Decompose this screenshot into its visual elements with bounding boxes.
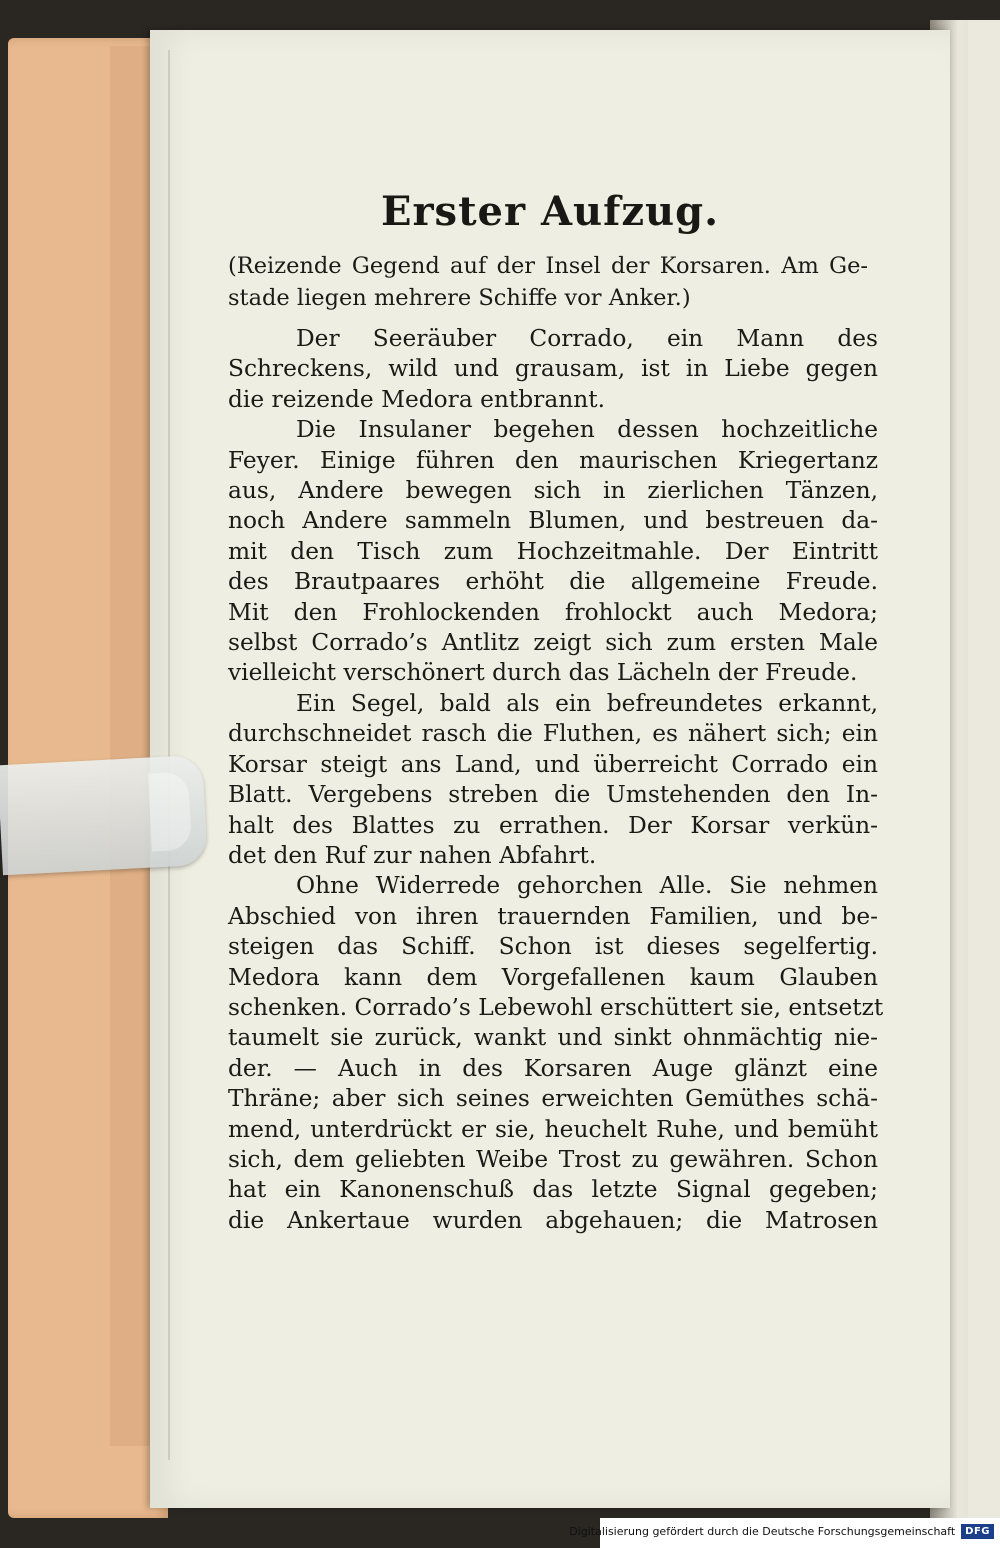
body-text-line: sich, dem geliebten Weibe Trost zu gewähren. Schon bbox=[228, 1145, 878, 1173]
body-text-line: aus, Andere bewegen sich in zierlichen Tänzen, bbox=[228, 477, 878, 505]
body-text-line: selbst Corrado’s Antlitz zeigt sich zum ersten Male bbox=[228, 629, 878, 657]
body-text-line: mend, unterdrückt er sie, heuchelt Ruhe, und bemüht bbox=[228, 1115, 878, 1143]
body-text-line: die reizende Medora entbrannt. bbox=[228, 385, 605, 413]
dfg-logo: DFG bbox=[961, 1524, 994, 1539]
body-text-line: Mit den Frohlockenden frohlockt auch Medora; bbox=[228, 598, 878, 626]
body-text-line: schenken. Corrado’s Lebewohl erschüttert sie, entsetzt bbox=[228, 993, 884, 1021]
body-text-line: Medora kann dem Vorgefallenen kaum Glauben bbox=[228, 963, 878, 991]
page-fold-line bbox=[168, 50, 170, 1460]
body-text-line: Korsar steigt ans Land, und überreicht Corrado ein bbox=[228, 750, 878, 778]
body-text-line: durchschneidet rasch die Fluthen, es nähert sich; ein bbox=[228, 720, 878, 748]
facing-page-edge bbox=[968, 20, 1000, 1520]
body-text-line: Blatt. Vergebens streben die Umstehenden den In- bbox=[228, 781, 878, 809]
body-text-line: Der Seeräuber Corrado, ein Mann des bbox=[296, 325, 878, 352]
body-text-line: Schreckens, wild und grausam, ist in Liebe gegen bbox=[228, 355, 878, 383]
body-text-line: taumelt sie zurück, wankt und sinkt ohnmächtig nie- bbox=[228, 1024, 878, 1052]
chapter-title: Erster Aufzug. bbox=[380, 188, 720, 235]
body-text-line: der. — Auch in des Korsaren Auge glänzt eine bbox=[228, 1054, 878, 1082]
funding-credit: Digitalisierung gefördert durch die Deutsche Forschungsgemeinschaft bbox=[569, 1524, 956, 1538]
body-text-line: Feyer. Einige führen den maurischen Kriegertanz bbox=[228, 446, 878, 474]
body-text bbox=[228, 324, 884, 1236]
body-text-line: Ein Segel, bald als ein befreundetes erkannt, bbox=[296, 689, 878, 717]
stage-direction-line: (Reizende Gegend auf der Insel der Korsaren. Am Ge- bbox=[228, 253, 868, 279]
body-text-line: Die Insulaner begehen dessen hochzeitliche bbox=[296, 416, 878, 444]
page-holder-clip bbox=[0, 755, 208, 876]
body-text-line: noch Andere sammeln Blumen, und bestreuen da- bbox=[228, 507, 878, 535]
body-text-line: Thräne; aber sich seines erweichten Gemüthes schä- bbox=[228, 1085, 878, 1113]
body-text-line: des Brautpaares erhöht die allgemeine Freude. bbox=[228, 568, 878, 596]
stage-direction-line: stade liegen mehrere Schiffe vor Anker.) bbox=[228, 285, 691, 311]
stage-direction bbox=[228, 250, 868, 314]
body-text-line: halt des Blattes zu errathen. Der Korsar verkün- bbox=[228, 811, 878, 839]
body-text-line: Abschied von ihren trauernden Familien, und be- bbox=[228, 902, 878, 930]
footer-credit bbox=[569, 1518, 994, 1544]
body-text-line: die Ankertaue wurden abgehauen; die Matrosen bbox=[228, 1206, 878, 1234]
body-text-line: vielleicht verschönert durch das Lächeln der Freude. bbox=[228, 659, 858, 687]
body-text-line: hat ein Kanonenschuß das letzte Signal gegeben; bbox=[228, 1176, 878, 1204]
body-text-line: steigen das Schiff. Schon ist dieses segelfertig. bbox=[228, 933, 878, 961]
body-text-line: Ohne Widerrede gehorchen Alle. Sie nehmen bbox=[296, 872, 878, 900]
body-text-line: det den Ruf zur nahen Abfahrt. bbox=[228, 841, 597, 869]
body-text-line: mit den Tisch zum Hochzeitmahle. Der Eintritt bbox=[228, 537, 878, 565]
